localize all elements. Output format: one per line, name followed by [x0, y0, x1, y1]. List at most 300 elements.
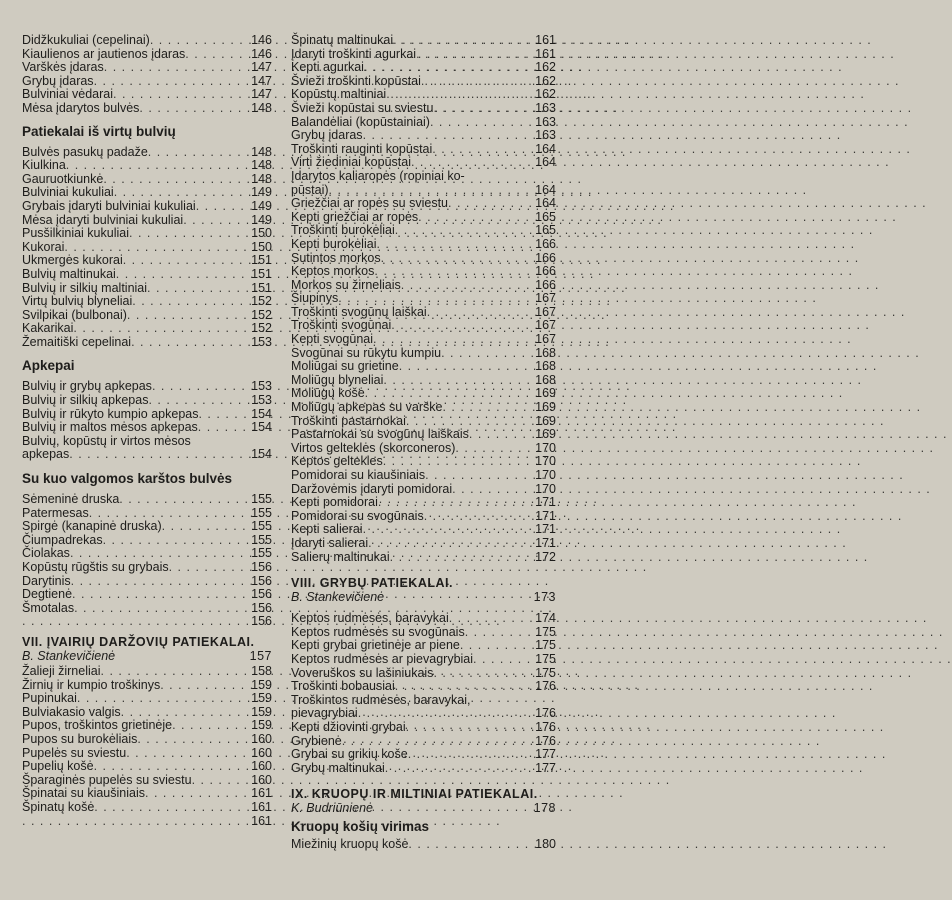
entry-page-number: 167: [535, 318, 556, 333]
entry-page-number: 153: [251, 334, 272, 349]
leader-dots: [383, 455, 533, 469]
entry-page-number: 150: [251, 226, 272, 241]
entry-page-number: 146: [251, 33, 272, 47]
entry-page-number: 151: [251, 266, 272, 281]
entry-page-number: 156: [251, 560, 272, 574]
entry-title: Pomidorai su kiaušiniais: [291, 468, 426, 482]
entry-title-line2: pūstai): [291, 182, 329, 197]
leader-dots: [455, 442, 533, 456]
toc-entry: [22, 588, 272, 602]
entry-page-number: 170: [535, 454, 556, 469]
leader-dots: [121, 706, 249, 720]
entry-title: Keptos rudmėsės ar pievagrybiai: [291, 651, 474, 666]
entry-page-number: 148: [251, 100, 272, 115]
leader-dots: [116, 268, 249, 282]
left-column: [22, 34, 272, 828]
toc-entry: [22, 602, 272, 616]
leader-dots: [469, 428, 533, 442]
entry-page-number: 152: [251, 307, 272, 322]
entry-title: Kepti burokėliai: [291, 236, 377, 251]
toc-entry: [291, 680, 556, 694]
leader-dots: [365, 387, 533, 401]
entry-page-number: 164: [535, 141, 556, 156]
toc-entry: [22, 159, 272, 173]
leader-dots: [399, 360, 533, 374]
toc-entry: [291, 510, 556, 524]
leader-dots: [452, 483, 533, 497]
toc-entry: [291, 129, 556, 143]
toc-entry: [291, 34, 556, 48]
entry-title: Sutintos morkos: [291, 250, 381, 265]
toc-entry-wrapped: [291, 170, 556, 197]
entry-page-number: 148: [251, 144, 272, 159]
leader-dots: [150, 34, 249, 48]
leader-dots: [395, 680, 533, 694]
entry-page-number: 149: [251, 198, 272, 213]
toc-entry: [22, 336, 272, 350]
leader-dots: [162, 520, 249, 534]
entry-page-number: 152: [251, 321, 272, 336]
leader-dots: [364, 61, 533, 75]
entry-page-number: 164: [535, 196, 556, 211]
leader-dots: [94, 801, 249, 815]
leader-dots: [119, 493, 249, 507]
toc-entry: [22, 200, 272, 214]
entry-title: Kepti agurkai: [291, 60, 364, 75]
entry-page-number: 170: [535, 440, 556, 455]
toc-entry: [291, 156, 556, 170]
toc-entry-wrapped: [291, 694, 556, 721]
toc-entry: [22, 706, 272, 720]
entry-page-number: 146: [251, 46, 272, 61]
leader-dots: [433, 102, 533, 116]
entry-title: Įdaryti troškinti agurkai: [291, 46, 417, 61]
toc-list-block1: [22, 34, 272, 116]
leader-dots: [77, 692, 249, 706]
toc-entry: [22, 408, 272, 422]
entry-page-number: 156: [251, 587, 272, 602]
chapter-page-number: 178: [533, 801, 556, 816]
entry-title: Grybų maltinukai: [291, 760, 385, 775]
toc-entry: [291, 252, 556, 266]
entry-page-number: 177: [535, 760, 556, 775]
leader-dots: [127, 309, 249, 323]
entry-page-number: 167: [535, 332, 556, 347]
leader-dots: [113, 88, 249, 102]
leader-dots: [432, 143, 533, 157]
entry-title: Keptos rudmėsės, baravykai: [291, 611, 449, 626]
entry-page-number: 159: [251, 691, 272, 706]
leader-dots: [363, 523, 534, 537]
toc-entry: [291, 838, 556, 852]
leader-dots: [185, 48, 249, 62]
leader-dots: [427, 306, 533, 320]
leader-dots: [378, 496, 533, 510]
entry-page-number: 159: [251, 677, 272, 692]
entry-page-number: 154: [251, 420, 272, 435]
toc-entry: [291, 612, 556, 626]
toc-entry: [22, 380, 272, 394]
toc-entry: [291, 721, 556, 735]
entry-page-number: 161: [251, 813, 272, 828]
entry-page-number: 169: [535, 413, 556, 428]
toc-entry: [291, 265, 556, 279]
leader-dots: [74, 602, 249, 616]
toc-entry: [22, 733, 272, 747]
leader-dots: [183, 214, 249, 228]
entry-page-number: 153: [251, 393, 272, 408]
entry-title: Kepti griežčiai ar ropės: [291, 209, 419, 224]
toc-entry: [291, 496, 556, 510]
entry-title: Žalieji žirneliai: [22, 663, 101, 678]
entry-page-number: 167: [535, 291, 556, 306]
leader-dots: [64, 241, 249, 255]
toc-entry: [22, 421, 272, 435]
section-heading-virtu-bulviu: Patiekalai iš virtų bulvių: [22, 123, 176, 139]
toc-entry: [291, 551, 556, 565]
entry-title: Grybų įdaras: [291, 128, 363, 143]
entry-title: Varškės įdaras: [22, 60, 104, 75]
entry-page-number: 166: [535, 264, 556, 279]
leader-dots: [425, 469, 533, 483]
chapter-heading-9: [291, 787, 556, 815]
entry-page-number: 154: [251, 406, 272, 421]
entry-page-number: 159: [251, 718, 272, 733]
leader-dots: [160, 679, 249, 693]
toc-entry: [22, 615, 272, 629]
entry-title: Gauruotkiunkė: [22, 171, 104, 186]
leader-dots: [123, 254, 249, 268]
toc-entry: [22, 34, 272, 48]
toc-entry: [22, 214, 272, 228]
entry-title: Švieži kopūstai su sviestu: [291, 100, 434, 115]
entry-page-number: 161: [251, 799, 272, 814]
leader-dots: [408, 838, 533, 852]
toc-entry: [22, 322, 272, 336]
entry-title: Patermesas: [22, 505, 89, 520]
entry-page-number: 176: [535, 679, 556, 694]
toc-entry: [291, 333, 556, 347]
entry-title: Žemaitiški cepelinai: [22, 334, 132, 349]
toc-entry: [22, 719, 272, 733]
entry-page-number: 166: [535, 250, 556, 265]
toc-entry: [22, 493, 272, 507]
toc-entry: [291, 306, 556, 320]
toc-list-r-block4: [291, 721, 556, 775]
leader-dots: [395, 224, 533, 238]
entry-page-number: 162: [535, 60, 556, 75]
entry-title: Čiolakas: [22, 546, 70, 561]
toc-entry: [291, 626, 556, 640]
leader-dots: [22, 615, 249, 629]
entry-page-number: 163: [535, 128, 556, 143]
toc-entry: [22, 520, 272, 534]
leader-dots: [103, 534, 250, 548]
leader-dots: [152, 380, 249, 394]
toc-entry: [291, 415, 556, 429]
entry-page-number: 148: [251, 158, 272, 173]
toc-entry: [291, 639, 556, 653]
leader-dots: [129, 227, 249, 241]
entry-title: Bulviniai kukuliai: [22, 185, 114, 200]
toc-entry: [291, 238, 556, 252]
toc-entry: [291, 667, 556, 681]
entry-title: Švieži troškinti kopūstai: [291, 73, 421, 88]
toc-entry: [291, 61, 556, 75]
entry-page-number: 166: [535, 236, 556, 251]
entry-page-number: 147: [251, 60, 272, 75]
toc-entry: [22, 61, 272, 75]
toc-list-block5: [22, 665, 272, 828]
entry-page-number: 163: [535, 100, 556, 115]
leader-dots: [126, 747, 249, 761]
entry-page-number: 176: [535, 733, 556, 748]
leader-dots: [408, 748, 533, 762]
leader-dots: [137, 733, 249, 747]
entry-title: Griežčiai ar ropės su sviestu: [291, 196, 449, 211]
entry-title: Keptos morkos: [291, 264, 375, 279]
toc-entry: [291, 523, 556, 537]
toc-entry: [291, 48, 556, 62]
entry-title: Žirnių ir kumpio troškinys: [22, 677, 161, 692]
leader-dots: [139, 102, 249, 116]
toc-entry: [291, 292, 556, 306]
toc-entry: [22, 102, 272, 116]
toc-entry: [291, 762, 556, 776]
toc-entry: [22, 561, 272, 575]
chapter-page-number: 173: [533, 590, 556, 605]
entry-page-number: 166: [535, 277, 556, 292]
toc-entry: [22, 282, 272, 296]
leader-dots: [101, 665, 250, 679]
leader-dots: [449, 612, 533, 626]
entry-title: Troškinti burokėliai: [291, 223, 395, 238]
entry-title: Kepti salierai: [291, 522, 363, 537]
leader-dots: [373, 333, 533, 347]
leader-dots: [73, 322, 249, 336]
entry-page-number: 164: [535, 155, 556, 170]
entry-page-number: 177: [535, 747, 556, 762]
entry-title: Špinatai su kiaušiniais: [22, 786, 145, 801]
leader-dots: [421, 75, 533, 89]
entry-title: Troškinti svogūnai: [291, 318, 392, 333]
entry-page-number: 158: [251, 663, 272, 678]
entry-page-number: 147: [251, 87, 272, 102]
toc-entry-wrapped: [22, 435, 272, 462]
entry-title: Bulviniai vėdarai: [22, 87, 114, 102]
toc-entry: [291, 102, 556, 116]
entry-page-number: 162: [535, 87, 556, 102]
section-heading-su-kuo: Su kuo valgomos karštos bulvės: [22, 471, 233, 487]
entry-title: Darytinis: [22, 573, 71, 588]
leader-dots: [338, 292, 533, 306]
entry-title: Svilpikai (bulbonai): [22, 307, 127, 322]
toc-list-block3: [22, 380, 272, 434]
entry-title: Bulvių ir rūkyto kumpio apkepas: [22, 406, 199, 421]
entry-page-number: 154: [251, 447, 272, 462]
entry-title: Grybais įdaryti bulviniai kukuliai: [22, 198, 196, 213]
entry-title: Kepti džiovinti grybai: [291, 719, 406, 734]
entry-page-number: 176: [535, 719, 556, 734]
leader-dots: [465, 626, 533, 640]
entry-page-number: 147: [251, 73, 272, 88]
toc-entry: [22, 801, 272, 815]
entry-page-number: 168: [535, 359, 556, 374]
toc-entry: [22, 507, 272, 521]
chapter-author: K. Budriūnienė: [291, 801, 374, 816]
toc-entry: [291, 211, 556, 225]
entry-page-number: 150: [251, 239, 272, 254]
chapter-heading-8: [291, 576, 556, 604]
toc-list-r-block5: [291, 838, 556, 852]
entry-page-number: 180: [535, 837, 556, 852]
entry-title: Virti žiediniai kopūstai: [291, 155, 411, 170]
leader-dots: [383, 374, 533, 388]
entry-page-number: 168: [535, 372, 556, 387]
leader-dots: [390, 551, 533, 565]
entry-page-number: 171: [535, 535, 556, 550]
entry-page-number: 156: [251, 573, 272, 588]
leader-dots: [473, 653, 533, 667]
leader-dots: [385, 762, 533, 776]
entry-page-number: 175: [535, 638, 556, 653]
toc-entry: [22, 815, 272, 829]
entry-page-number: 160: [251, 745, 272, 760]
entry-title: Ukmergės kukorai: [22, 253, 123, 268]
entry-title: Troškinti bobausiai: [291, 679, 395, 694]
entry-page-number: 155: [251, 492, 272, 507]
leader-dots: [381, 252, 534, 266]
leader-dots: [448, 197, 533, 211]
entry-title: Moliūgų apkepas su varške: [291, 400, 443, 415]
entry-page-number: 174: [535, 611, 556, 626]
leader-dots: [401, 279, 533, 293]
leader-dots: [391, 319, 533, 333]
leader-dots: [411, 156, 533, 170]
entry-page-number: 148: [251, 171, 272, 186]
section-heading-kruopu: Kruopų košių virimas: [291, 819, 430, 835]
leader-dots: [104, 61, 249, 75]
leader-dots: [430, 116, 533, 130]
toc-entry: [22, 309, 272, 323]
toc-list-block4: [22, 493, 272, 629]
toc-entry: [291, 653, 556, 667]
entry-page-number: 169: [535, 386, 556, 401]
entry-title: Kakarikai: [22, 321, 74, 336]
entry-title: Čiumpadrekas: [22, 532, 103, 547]
entry-title: Kopūstų maltiniai: [291, 87, 387, 102]
entry-title: Troškinti rauginti kopūstai: [291, 141, 433, 156]
leader-dots: [71, 575, 250, 589]
leader-dots: [329, 184, 534, 198]
toc-entry: [22, 227, 272, 241]
toc-entry: [291, 347, 556, 361]
toc-entry: [22, 547, 272, 561]
toc-entry: [291, 442, 556, 456]
leader-dots: [94, 75, 250, 89]
entry-title: Pupos su burokėliais: [22, 731, 138, 746]
toc-entry: [291, 197, 556, 211]
entry-title: Didžkukuliai (cepelinai): [22, 33, 150, 47]
leader-dots: [442, 401, 533, 415]
leader-dots: [70, 547, 249, 561]
leader-dots: [103, 173, 249, 187]
entry-title: Bulvės pasukų padaže: [22, 144, 148, 159]
leader-dots: [368, 537, 533, 551]
entry-title: Špinatų košė: [22, 799, 95, 814]
toc-entry: [291, 88, 556, 102]
entry-page-number: 167: [535, 304, 556, 319]
leader-dots: [342, 735, 533, 749]
entry-title: Virtos gelteklės (skorconeros): [291, 440, 456, 455]
leader-dots: [147, 282, 249, 296]
toc-entry: [291, 483, 556, 497]
entry-page-number: 149: [251, 185, 272, 200]
entry-title: Troškinti pastarnokai: [291, 413, 406, 428]
toc-entry: [291, 319, 556, 333]
toc-entry: [22, 241, 272, 255]
entry-title: Moliūgų košė: [291, 386, 365, 401]
entry-title-line1: Įdarytos kaliaropės (ropiniai ko-: [291, 168, 465, 183]
toc-entry: [291, 428, 556, 442]
leader-dots: [172, 719, 249, 733]
toc-entry: [291, 374, 556, 388]
toc-list-r-block2: [291, 197, 556, 564]
entry-page-number: 155: [251, 532, 272, 547]
leader-dots: [72, 588, 249, 602]
entry-page-number: 161: [535, 46, 556, 61]
leader-dots: [198, 421, 249, 435]
entry-page-number: 161: [251, 786, 272, 801]
entry-title: Šiupinys: [291, 291, 339, 306]
entry-title: Šmotalas: [22, 600, 75, 615]
chapter-author: B. Stankevičienė: [22, 648, 116, 663]
entry-page-number: 149: [251, 212, 272, 227]
entry-title: Pupelių košė: [22, 759, 94, 774]
section-heading-apkepai: Apkepai: [22, 358, 75, 374]
toc-entry: [291, 735, 556, 749]
entry-title-line1: Troškintos rudmėsės, baravykai,: [291, 692, 471, 707]
entry-title: Bulvių ir maltos mėsos apkepas: [22, 420, 198, 435]
leader-dots: [424, 510, 533, 524]
leader-dots: [145, 787, 249, 801]
leader-dots: [406, 721, 533, 735]
chapter-author: B. Stankevičienė: [291, 590, 385, 605]
entry-title: Balandėliai (kopūstainiai): [291, 114, 430, 129]
entry-title: Troškinti svogūnų laiškai: [291, 304, 427, 319]
entry-page-number: 156: [251, 600, 272, 615]
entry-page-number: 175: [535, 651, 556, 666]
entry-page-number: 160: [251, 731, 272, 746]
toc-entry: [22, 186, 272, 200]
entry-title: Mėsa įdaryti bulviniai kukuliai: [22, 212, 184, 227]
entry-title: Kiaulienos ar jautienos įdaras: [22, 46, 186, 61]
toc-entry: [22, 787, 272, 801]
entry-page-number: 153: [251, 379, 272, 394]
entry-page-number: 162: [535, 73, 556, 88]
toc-entry: [291, 748, 556, 762]
entry-page-number: 152: [251, 294, 272, 309]
leader-dots: [148, 394, 249, 408]
entry-page-number: 161: [535, 33, 556, 47]
entry-page-number: 160: [251, 759, 272, 774]
entry-title: Pupelės su sviestu: [22, 745, 127, 760]
entry-page-number: 169: [535, 427, 556, 442]
toc-entry: [22, 254, 272, 268]
entry-title: Miežinių kruopų košė: [291, 837, 409, 852]
chapter-title: IX. KRUOPŲ IR MILTINIAI PATIEKALAI.: [291, 787, 538, 802]
leader-dots: [386, 88, 533, 102]
